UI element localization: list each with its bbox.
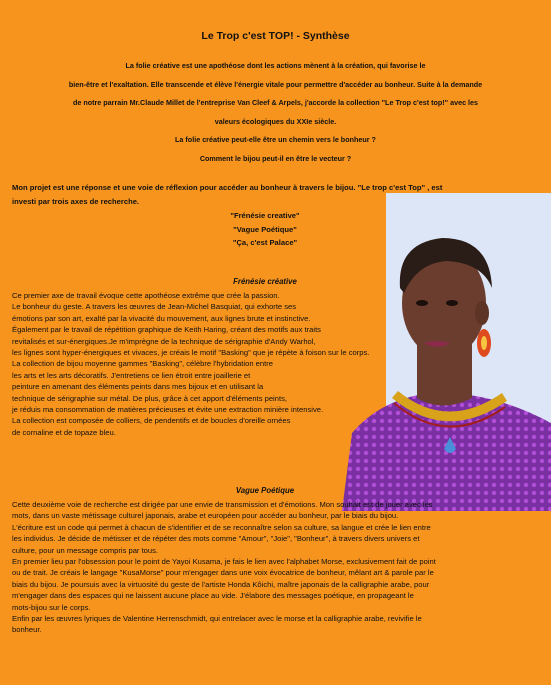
text-line: de cornaline et de topaze bleu. [12, 427, 116, 437]
axis-item: "Ça, c'est Palace" [232, 238, 298, 247]
text-line: La collection est composée de colliers, de pendentifs et de boucles d'oreille ornées [12, 416, 291, 426]
text-line: En premier lieu par l'obsession pour le point de Yayoi Kusama, je fais le lien avec l'alphabet Morse, exclusivement fait de point [12, 557, 436, 567]
text-line: les arts et les arts décoratifs. J'entretiens ce lien étroit entre joaillerie et [12, 370, 251, 380]
text-line: technique de sérigraphie sur métal. De plus, grâce à cet apport d'éléments peints, [12, 393, 287, 403]
text-line: Enfin par les œuvres lyriques de Valentine Herrenschmidt, qui entrelacer avec le morse et la calligraphie arabe, revivifie le [12, 614, 422, 624]
text-line: les lignes sont hyper-énergiques et vivaces, je créais le motif "Basking" que je répète à foison sur le corps. [12, 348, 370, 358]
intro-paragraph [12, 57, 539, 169]
text-line: Le bonheur du geste. A travers les œuvres de Jean-Michel Basquiat, qui exhorte ses [12, 302, 297, 312]
section-body-frenesie [12, 290, 442, 438]
project-line: Mon projet est une réponse et une voie de réflexion pour accéder au bonheur à travers le bijou. "Le trop c'est Top" , est [12, 183, 443, 192]
text-line: émotions par son art, exalté par la vivacité du mouvement, aux lignes brute et instinctive. [12, 313, 311, 323]
text-line: je réduis ma consommation de matières précieuses et évite une extraction minière intensive. [12, 405, 324, 415]
text-line: revitalisés et sur-énergiques.Je m'imprègne de la technique de sérigraphie d'Andy Warhol, [12, 336, 316, 346]
text-line: biais du bijou. Je poursuis avec la virtuosité du geste de l'artiste Honda Kôichi, maître japonais de la calligraphie arabe, pour [12, 579, 430, 589]
intro-question: La folie créative peut-elle être un chemin vers le bonheur ? [175, 135, 376, 145]
text-line: L'écriture est un code qui permet à chacun de s'identifier et de se reconnaître selon sa culture, sa langue et crée le lien entre [12, 522, 431, 532]
section-title-vague: Vague Poétique [235, 486, 295, 495]
intro-line: bien-être et l'exaltation. Elle transcende et élève l'énergie vitale pour permettre d'accéder au bonheur. Suite à la demande [68, 79, 483, 89]
text-line: Cette deuxième voie de recherche est dirigée par une envie de transmission et d'émotions. Mon souhait est de jouer avec les [12, 500, 433, 509]
text-line: m'engager dans des espaces qui ne laissent aucune place au vide. J'élabore des messages poétique, en propageant le [12, 591, 414, 601]
axis-item: "Vague Poétique" [233, 224, 297, 234]
text-line: Ce premier axe de travail évoque cette apothéose extrême que crée la passion. [12, 291, 280, 300]
project-line: investi par trois axes de recherche. [12, 197, 140, 206]
text-line: Également par le travail de répétition graphique de Keith Haring, créant des motifs aux traits [12, 325, 321, 335]
text-line: La collection de bijou moyenne gammes "Basking", célèbre l'hybridation entre [12, 359, 273, 369]
text-line: mots-bijou sur le corps. [12, 602, 91, 612]
text-line: peinture en amenant des éléments peints dans mes bijoux et en utilisant la [12, 382, 264, 392]
text-line: les individus. Je décide de métisser et de répéter des mots comme "Amour", "Joie", "Bonheur", à travers divers univers et [12, 534, 420, 544]
project-statement [12, 181, 539, 209]
text-line: ou de trait. Je créais le langage "KusaMorse" pour m'engager dans une voix évocatrice de bonheur, mêlant art & parole par le [12, 568, 434, 578]
intro-line: valeurs écologiques du XXIe siècle. [214, 116, 337, 126]
text-line: culture, pour un message compris par tous. [12, 545, 159, 555]
page-title: Le Trop c'est TOP! - Synthèse [201, 30, 350, 42]
axis-item: "Frénésie creative" [230, 211, 300, 220]
intro-line: de notre parrain Mr.Claude Millet de l'entreprise Van Cleef & Arpels, j'accorde la collection "Le Trop c'est top!" avec les [72, 98, 479, 108]
intro-question: Comment le bijou peut-il en être le vecteur ? [199, 153, 352, 163]
section-title-frenesie: Frénésie créative [233, 277, 297, 286]
intro-line: La folie créative est une apothéose dont les actions mènent à la création, qui favorise le [125, 61, 426, 70]
research-axes-list [160, 209, 370, 250]
text-line: mots, dans un vaste métissage culturel japonais, arabe et européen pour accéder au bonheur, par le biais du bijou. [12, 511, 399, 521]
text-line: bonheur. [12, 625, 42, 635]
section-body-vague [12, 499, 542, 636]
